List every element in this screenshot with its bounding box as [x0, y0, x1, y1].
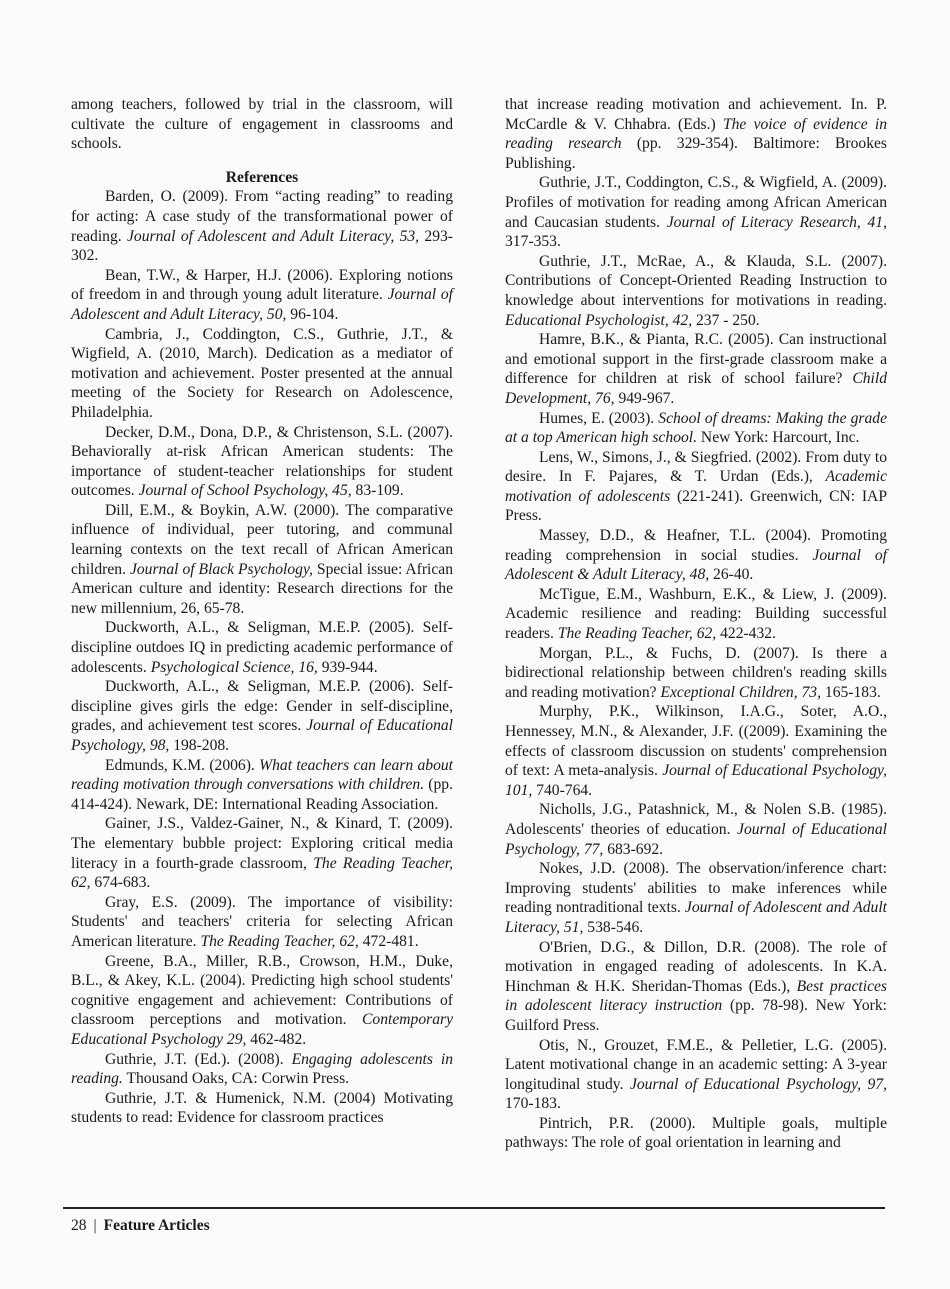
reference-text: Duckworth, A.L., & Seligman, M.E.P. (2006). Self-discipline gives girls the edge: Gender in self-discipline, grades, and achievement test scores. [71, 678, 453, 735]
reference-details: 237 - 250. [692, 311, 760, 329]
reference-text: Gray, E.S. (2009). The importance of visibility: Students' and teachers' criteria for selecting African American literature. [71, 893, 453, 950]
reference-details: 939-944. [317, 658, 378, 676]
reference-source-title: Journal of Educational Psychology, 97, [629, 1075, 887, 1093]
reference-entry [71, 893, 453, 952]
reference-entry [71, 501, 453, 619]
reference-details: (221-241). Greenwich, CN: IAP Press. [505, 487, 887, 525]
reference-text: Duckworth, A.L., & Seligman, M.E.P. (2005). Self-discipline outdoes IQ in predicting academic performance of adolescents. [71, 619, 453, 676]
right-column [505, 95, 887, 1153]
reference-details: 317-353. [505, 233, 561, 251]
intro-continuation: among teachers, followed by trial in the classroom, will cultivate the culture of engagement in classrooms and schools. [71, 96, 453, 153]
reference-text: Murphy, P.K., Wilkinson, I.A.G., Soter, A.O., Hennessey, M.N., & Alexander, J.F. ((2009). Examining the effects of classroom discussion on students' comprehension of text: A meta-analysis. [505, 703, 887, 780]
reference-text: Otis, N., Grouzet, F.M.E., & Pelletier, L.G. (2005). Latent motivational change in an academic setting: A 3-year longitudinal study. [505, 1036, 887, 1093]
footer-separator: | [93, 1217, 97, 1234]
footer-rule [63, 1207, 885, 1209]
references-list-right [505, 173, 887, 1153]
reference-details: 165-183. [821, 683, 881, 701]
reference-source-title: Journal of Adolescent and Adult Literacy, 50, [71, 286, 454, 323]
reference-text: Bean, T.W., & Harper, H.J. (2006). Exploring notions of freedom in and through young adult literature. [71, 266, 453, 304]
reference-source-title: Best practices in adolescent literacy instruction [505, 977, 887, 1015]
continuation-paragraph [505, 95, 887, 173]
reference-details: 96-104. [286, 305, 339, 323]
reference-details: 198-208. [169, 737, 230, 754]
reference-source-title: Journal of Adolescent and Adult Literacy, 51, [505, 899, 887, 936]
reference-entry [505, 330, 887, 408]
reference-entry [505, 938, 887, 1036]
reference-details: Special issue: African American culture and identity: Research directions for the new millennium, 26, 65-78. [71, 560, 454, 617]
reference-entry [505, 252, 887, 330]
reference-entry [71, 756, 453, 815]
reference-details: 740-764. [532, 781, 593, 799]
reference-details: 83-109. [351, 482, 404, 500]
continuation-text: that increase reading motivation and achievement. In. P. McCardle & V. Chhabra. (Eds.) [505, 96, 887, 133]
reference-entry [71, 1050, 453, 1089]
reference-text: Greene, B.A., Miller, R.B., Crowson, H.M., Duke, B.L., & Akey, K.L. (2004). Predicting high school students' cognitive engagement and achievement: Contributions of classroom perceptions and motivation. [71, 952, 453, 1029]
reference-entry [71, 952, 453, 1050]
reference-source-title: Journal of Adolescent and Adult Literacy, 53, [126, 227, 420, 245]
reference-source-title: The Reading Teacher, 62, [557, 625, 717, 643]
reference-text: Cambria, J., Coddington, C.S., Guthrie, J.T., & Wigfield, A. (2010, March). Dedication as a mediator of motivation and achievement. Poster presented at the annual meeting of the Society for Research on Adolescence, Philadelphia. [71, 325, 453, 421]
reference-source-title: Psychological Science, 16, [150, 658, 318, 676]
reference-text: Gainer, J.S., Valdez-Gainer, N., & Kinard, T. (2009). The elementary bubble project: Exploring critical media literacy in a fourth-grade classroom, [71, 815, 453, 872]
reference-text: McTigue, E.M., Washburn, E.K., & Liew, J. (2009). Academic resilience and reading: Building successful readers. [505, 585, 887, 643]
reference-source-title: Journal of Black Psychology, [129, 560, 313, 578]
reference-text: Barden, O. (2009). From “acting reading” to reading for acting: A case study of the transformational power of reading. [71, 188, 453, 245]
reference-entry [505, 644, 887, 703]
reference-source-title: What teachers can learn about reading motivation through conversations with children. [71, 756, 453, 794]
reference-text: Nokes, J.D. (2008). The observation/inference chart: Improving students' abilities to make inferences while reading nontraditional texts. [505, 860, 887, 917]
reference-entry [505, 585, 887, 644]
reference-entry [71, 187, 453, 265]
reference-details: (pp. 78-98). New York: Guilford Press. [505, 997, 887, 1034]
reference-text: Edmunds, K.M. (2006). [105, 756, 260, 774]
reference-entry [71, 814, 453, 892]
reference-source-title: Contemporary Educational Psychology 29, [71, 1011, 453, 1048]
reference-entry [505, 1036, 887, 1114]
reference-details: Thousand Oaks, CA: Corwin Press. [122, 1070, 350, 1088]
reference-text: Guthrie, J.T., McRae, A., & Klauda, S.L. (2007). Contributions of Concept-Oriented Reading Instruction to knowledge about interventions for motivations in reading. [505, 252, 887, 309]
reference-details: 674-683. [90, 874, 151, 892]
references-heading: References [225, 168, 299, 186]
reference-text: Pintrich, P.R. (2000). Multiple goals, multiple pathways: The role of goal orientation in learning and [505, 1114, 887, 1152]
reference-entry [505, 1114, 887, 1153]
left-column [71, 95, 453, 1128]
reference-text: Dill, E.M., & Boykin, A.W. (2000). The comparative influence of individual, peer tutoring, and communal learning contexts on the text recall of African American children. [71, 501, 453, 578]
reference-entry [505, 448, 887, 526]
reference-details: New York: Harcourt, Inc. [697, 429, 860, 447]
reference-entry [505, 702, 887, 800]
reference-source-title: Journal of Educational Psychology, 77, [505, 820, 887, 858]
reference-entry [505, 409, 887, 448]
reference-source-title: Exceptional Children, 73, [660, 683, 821, 701]
reference-text: Lens, W., Simons, J., & Siegfried. (2002). From duty to desire. In F. Pajares, & T. Urdan (Eds.), [505, 448, 887, 486]
reference-source-title: School of dreams: Making the grade at a top American high school. [505, 409, 887, 447]
reference-source-title: Academic motivation of adolescents [505, 468, 887, 505]
footer-section-title: Feature Articles [103, 1217, 210, 1234]
reference-text: Morgan, P.L., & Fuchs, D. (2007). Is there a bidirectional relationship between children's reading skills and reading motivation? [505, 644, 887, 701]
reference-text: Decker, D.M., Dona, D.P., & Christenson, S.L. (2007). Behaviorally at-risk African American students: The importance of student-teacher relationships for student outcomes. [71, 423, 453, 500]
reference-details: 170-183. [505, 1095, 561, 1113]
reference-source-title: Journal of Literacy Research, 41, [666, 213, 887, 231]
reference-details: (pp. 414-424). Newark, DE: International Reading Association. [71, 776, 453, 813]
reference-source-title: The Reading Teacher, 62, [200, 932, 359, 950]
reference-details: 293-302. [71, 227, 453, 265]
reference-entry [505, 800, 887, 859]
reference-details: 683-692. [603, 840, 664, 858]
reference-entry [71, 677, 453, 755]
reference-source-title: Journal of Educational Psychology, 101, [505, 762, 887, 799]
reference-text: Guthrie, J.T. (Ed.). (2008). [105, 1050, 292, 1068]
reference-source-title: Journal of School Psychology, 45, [138, 482, 352, 500]
reference-details: 422-432. [716, 625, 776, 643]
reference-entry [71, 325, 453, 423]
reference-entry [71, 618, 453, 677]
reference-text: Massey, D.D., & Heafner, T.L. (2004). Promoting reading comprehension in social studies. [505, 527, 887, 564]
continuation-source: (pp. 329-354). Baltimore: Brookes Publishing. [505, 135, 888, 172]
reference-details: 462-482. [246, 1030, 307, 1048]
reference-entry [71, 423, 453, 501]
references-list-left [71, 187, 453, 1128]
page-footer [71, 1216, 210, 1236]
continuation-title: The voice of evidence in reading research [505, 115, 887, 153]
reference-details: 26-40. [709, 566, 754, 584]
reference-entry [505, 173, 887, 251]
page-number: 28 [71, 1217, 87, 1234]
reference-details: 538-546. [583, 918, 644, 936]
reference-details: 472-481. [358, 932, 419, 950]
reference-details: 949-967. [614, 389, 675, 407]
reference-text: Guthrie, J.T., Coddington, C.S., & Wigfield, A. (2009). Profiles of motivation for reading among African American and Caucasian students. [505, 174, 887, 231]
reference-source-title: Child Development, 76, [505, 370, 887, 407]
reference-source-title: Educational Psychologist, 42, [505, 311, 693, 329]
reference-entry [505, 859, 887, 937]
reference-text: O'Brien, D.G., & Dillon, D.R. (2008). The role of motivation in engaged reading of adolescents. In K.A. Hinchman & H.K. Sheridan-Thomas (Eds.), [505, 938, 887, 995]
reference-entry [71, 1089, 453, 1128]
reference-source-title: The Reading Teacher, 62, [71, 854, 453, 892]
reference-text: Hamre, B.K., & Pianta, R.C. (2005). Can instructional and emotional support in the first-grade classroom make a difference for children at risk of school failure? [505, 331, 887, 388]
reference-source-title: Engaging adolescents in reading. [71, 1050, 453, 1088]
reference-entry [505, 526, 887, 585]
reference-entry [71, 266, 453, 325]
reference-text: Nicholls, J.G., Patashnick, M., & Nolen S.B. (1985). Adolescents' theories of education. [505, 801, 887, 838]
reference-source-title: Journal of Educational Psychology, 98, [71, 717, 453, 754]
reference-text: Humes, E. (2003). [539, 409, 659, 427]
reference-text: Guthrie, J.T. & Humenick, N.M. (2004) Motivating students to read: Evidence for classroom practices [71, 1089, 453, 1127]
reference-source-title: Journal of Adolescent & Adult Literacy, 48, [505, 546, 887, 584]
